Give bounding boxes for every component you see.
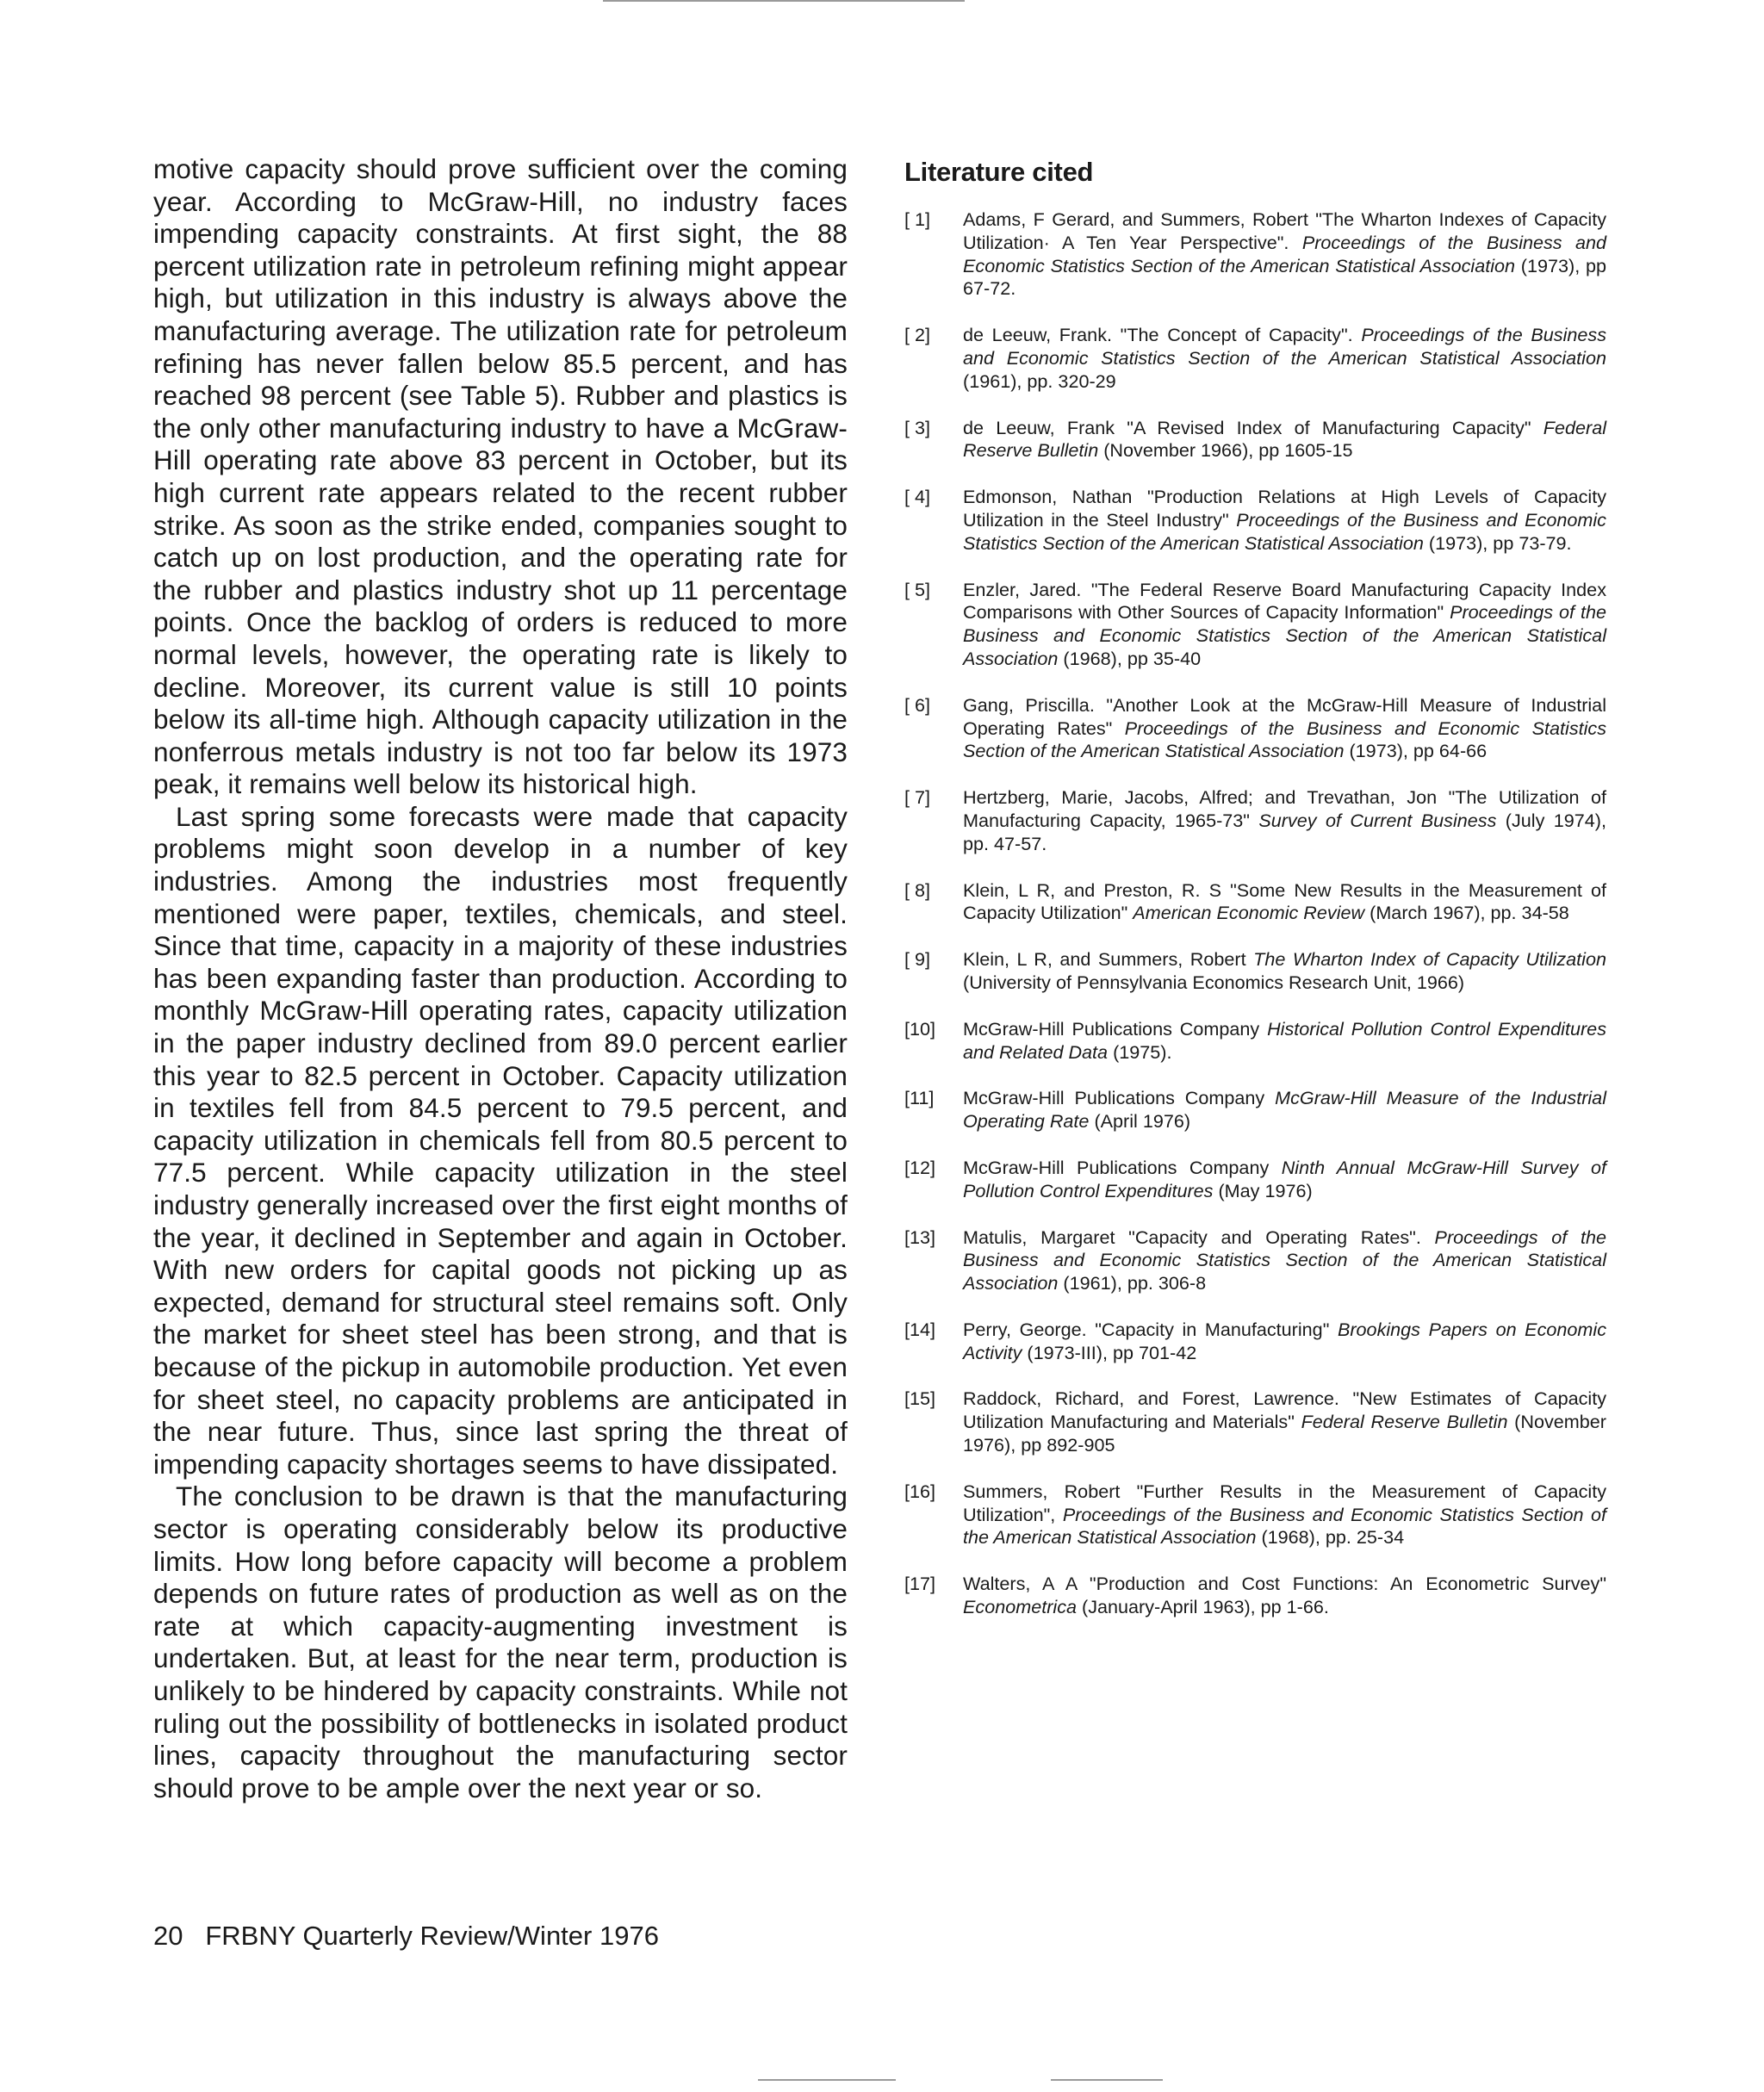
reference-source: Proceedings of the Business and Economic Statistics Section of the American Statistical Association [963, 1226, 1606, 1294]
reference-number: [14] [904, 1318, 936, 1340]
body-paragraph: The conclusion to be drawn is that the manufacturing sector is operating considerably below its productive limits. How long before capacity will become a problem depends on future rates of production as well as on the rate at which capacity-augmenting investment is undertaken. But, at least for the near term, production is unlikely to be hindered by capacity constraints. While not ruling out the possibility of bottlenecks in isolated product lines, capacity throughout the manufacturing sector should prove to be ample over the next year or so. [153, 1481, 848, 1803]
reference-details: (November 1976), pp 892-905 [963, 1411, 1606, 1456]
reference-number: [16] [904, 1480, 936, 1502]
reference-details: (March 1967), pp. 34-58 [1364, 902, 1569, 924]
reference-details: (November 1966), pp 1605-15 [1098, 439, 1353, 462]
reference-item [904, 1087, 1606, 1133]
reference-text [963, 1481, 1606, 1549]
reference-author-title: Perry, George. "Capacity in Manufacturing" [963, 1318, 1338, 1340]
reference-text [963, 579, 1606, 671]
page-footer [153, 1919, 659, 1953]
reference-text [963, 1573, 1606, 1619]
reference-number: [ 1] [904, 208, 931, 230]
body-paragraph: Last spring some forecasts were made that capacity problems might soon develop in a number of key industries. Among the industries most frequently mentioned were paper, textiles, chemicals, and steel. Since that time, capacity in a majority of these industries has been expanding faster than production. According to monthly McGraw-Hill operating rates, capacity utilization in the paper industry declined from 89.0 percent earlier this year to 82.5 percent in October. Capacity utilization in textiles fell from 84.5 percent to 79.5 percent, and capacity utilization in chemicals fell from 80.5 percent to 77.5 percent. While capacity utilization in the steel industry generally increased over the first eight months of the year, it declined in September and again in October. With new orders for capital goods not picking up as expected, demand for structural steel remains soft. Only the market for sheet steel has been strong, and that is because of the pickup in automobile production. Yet even for sheet steel, no capacity problems are anticipated in the near future. Thus, since last spring the threat of impending capacity shortages seems to have dissipated. [153, 800, 848, 1480]
reference-author-title: Matulis, Margaret "Capacity and Operating Rates". [963, 1226, 1435, 1248]
reference-author-title: Edmonson, Nathan "Production Relations at High Levels of Capacity Utilization in the Steel Industry" [963, 486, 1606, 531]
reference-number: [ 2] [904, 324, 931, 346]
reference-text [963, 208, 1606, 301]
reference-item [904, 1387, 1606, 1456]
publication-name: FRBNY Quarterly Review/Winter 1976 [205, 1921, 659, 1951]
reference-item [904, 786, 1606, 855]
reference-source: McGraw-Hill Measure of the Industrial Operating Rate [963, 1087, 1606, 1133]
reference-author-title: de Leeuw, Frank "A Revised Index of Manufacturing Capacity" [963, 416, 1544, 438]
literature-cited-section [904, 155, 1606, 1642]
reference-item [904, 1481, 1606, 1549]
reference-item [904, 1226, 1606, 1295]
reference-list [904, 208, 1606, 1619]
reference-author-title: de Leeuw, Frank. "The Concept of Capacity". [963, 324, 1362, 346]
reference-item [904, 1018, 1606, 1065]
reference-author-title: Klein, L R, and Preston, R. S "Some New Results in the Measurement of Capacity Utilization" [963, 878, 1606, 924]
reference-item [904, 1319, 1606, 1365]
reference-item [904, 879, 1606, 926]
body-text-column [153, 153, 848, 1804]
reference-author-title: Summers, Robert "Further Results in the Measurement of Capacity Utilization", [963, 1480, 1606, 1525]
reference-source: Proceedings of the Business and Economic Statistics Section of the American Statistical Association [963, 1503, 1606, 1549]
reference-text [963, 1226, 1606, 1295]
reference-details: (1961), pp. 320-29 [963, 369, 1116, 392]
reference-text [963, 417, 1606, 463]
reference-source: Proceedings of the Business and Economic Statistics Section of the American Statistical Association [963, 508, 1606, 554]
reference-item [904, 417, 1606, 463]
reference-details: (1973-III), pp 701-42 [1022, 1341, 1197, 1363]
reference-details: (1968), pp. 25-34 [1256, 1526, 1405, 1549]
reference-author-title: McGraw-Hill Publications Company [963, 1017, 1268, 1040]
reference-author-title: Gang, Priscilla. "Another Look at the McGraw-Hill Measure of Industrial Operating Rates" [963, 693, 1606, 739]
reference-number: [ 7] [904, 786, 931, 809]
reference-author-title: Klein, L R, and Summers, Robert [963, 948, 1254, 971]
reference-number: [ 9] [904, 948, 931, 971]
reference-source: Ninth Annual McGraw-Hill Survey of Pollution Control Expenditures [963, 1156, 1606, 1201]
reference-source: Survey of Current Business [1258, 809, 1497, 831]
reference-details: (January-April 1963), pp 1-66. [1077, 1596, 1329, 1618]
reference-source: Proceedings of the Business and Economic Statistics Section of the American Statistical Association [963, 601, 1606, 669]
reference-item [904, 1573, 1606, 1619]
reference-item [904, 694, 1606, 763]
reference-text [963, 1387, 1606, 1456]
reference-source: Proceedings of the Business and Economic Statistics Section of the American Statistical Association [963, 324, 1607, 369]
reference-details: (July 1974), pp. 47-57. [963, 809, 1606, 854]
reference-item [904, 579, 1606, 671]
reference-text [963, 1157, 1606, 1203]
reference-author-title: Adams, F Gerard, and Summers, Robert "The Wharton Indexes of Capacity Utilization· A Ten Year Perspective". [963, 208, 1606, 253]
reference-source: American Economic Review [1133, 902, 1365, 924]
reference-details: (University of Pennsylvania Economics Research Unit, 1966) [963, 971, 1465, 993]
reference-text [963, 1087, 1606, 1133]
reference-details: (1973), pp 67-72. [963, 254, 1607, 300]
reference-details: (April 1976) [1089, 1110, 1191, 1133]
reference-details: (May 1976) [1213, 1179, 1313, 1201]
reference-details: (1973), pp 73-79. [1423, 531, 1572, 554]
reference-author-title: Hertzberg, Marie, Jacobs, Alfred; and Trevathan, Jon "The Utilization of Manufacturing Capacity, 1965-73" [963, 786, 1606, 831]
reference-details: (1968), pp 35-40 [1058, 647, 1202, 669]
scan-artifact-bottom [758, 2079, 896, 2081]
reference-number: [ 6] [904, 693, 931, 716]
reference-text [963, 1018, 1606, 1065]
scan-artifact-top [603, 0, 965, 2]
reference-item [904, 1157, 1606, 1203]
reference-source: Proceedings of the Business and Economic Statistics Section of the American Statistical Association [963, 717, 1607, 762]
reference-number: [10] [904, 1017, 936, 1040]
reference-text [963, 948, 1606, 995]
reference-text [963, 786, 1606, 855]
reference-source: Federal Reserve Bulletin [963, 416, 1606, 462]
reference-number: [12] [904, 1156, 936, 1178]
reference-author-title: Raddock, Richard, and Forest, Lawrence. "New Estimates of Capacity Utilization Manufacturing and Materials" [963, 1387, 1606, 1433]
reference-details: (1975). [1108, 1040, 1172, 1063]
reference-number: [15] [904, 1387, 936, 1410]
reference-author-title: McGraw-Hill Publications Company [963, 1156, 1282, 1178]
reference-details: (1973), pp 64-66 [1344, 740, 1488, 762]
reference-number: [13] [904, 1226, 936, 1248]
reference-number: [ 5] [904, 578, 931, 600]
reference-number: [11] [904, 1087, 935, 1109]
reference-author-title: Enzler, Jared. "The Federal Reserve Board Manufacturing Capacity Index Comparisons with Other Sources of Capacity Information" [963, 578, 1606, 624]
reference-source: Historical Pollution Control Expenditures and Related Data [963, 1017, 1606, 1063]
page-number: 20 [153, 1921, 183, 1951]
reference-source: Brookings Papers on Economic Activity [963, 1318, 1606, 1363]
reference-number: [ 8] [904, 878, 931, 901]
reference-number: [ 3] [904, 416, 931, 438]
reference-author-title: Walters, A A "Production and Cost Functions: An Econometric Survey" [963, 1573, 1606, 1595]
reference-number: [ 4] [904, 486, 931, 508]
reference-item [904, 208, 1606, 301]
reference-item [904, 324, 1606, 393]
reference-text [963, 1319, 1606, 1365]
reference-source: The Wharton Index of Capacity Utilization [1253, 948, 1606, 971]
reference-item [904, 948, 1606, 995]
reference-item [904, 486, 1606, 555]
reference-details: (1961), pp. 306-8 [1058, 1272, 1207, 1294]
body-paragraph: motive capacity should prove sufficient over the coming year. According to McGraw-Hill, no industry faces impending capacity constraints. At first sight, the 88 percent utilization rate in petroleum refining might appear high, but utilization in this industry is always above the manufacturing average. The utilization rate for petroleum refining has never fallen below 85.5 percent, and has reached 98 percent (see Table 5). Rubber and plastics is the only other manufacturing industry to have a McGraw-Hill operating rate above 83 percent in October, but its high current rate appears related to the recent rubber strike. As soon as the strike ended, companies sought to catch up on lost production, and the operating rate for the rubber and plastics industry shot up 11 percentage points. Once the backlog of orders is reduced to more normal levels, however, the operating rate is likely to decline. Moreover, its current value is still 10 points below its all-time high. Although capacity utilization in the nonferrous metals industry is not too far below its 1973 peak, it remains well below its historical high. [153, 153, 848, 800]
reference-source: Federal Reserve Bulletin [1301, 1411, 1508, 1433]
reference-text [963, 324, 1606, 393]
reference-text [963, 694, 1606, 763]
reference-number: [17] [904, 1573, 936, 1595]
reference-source: Proceedings of the Business and Economic Statistics Section of the American Statistical Association [963, 231, 1606, 276]
scan-artifact-bottom-right [1051, 2079, 1163, 2081]
reference-source: Econometrica [963, 1596, 1078, 1618]
reference-text [963, 486, 1606, 555]
reference-author-title: McGraw-Hill Publications Company [963, 1087, 1276, 1109]
reference-text [963, 879, 1606, 926]
section-heading: Literature cited [904, 157, 1094, 187]
